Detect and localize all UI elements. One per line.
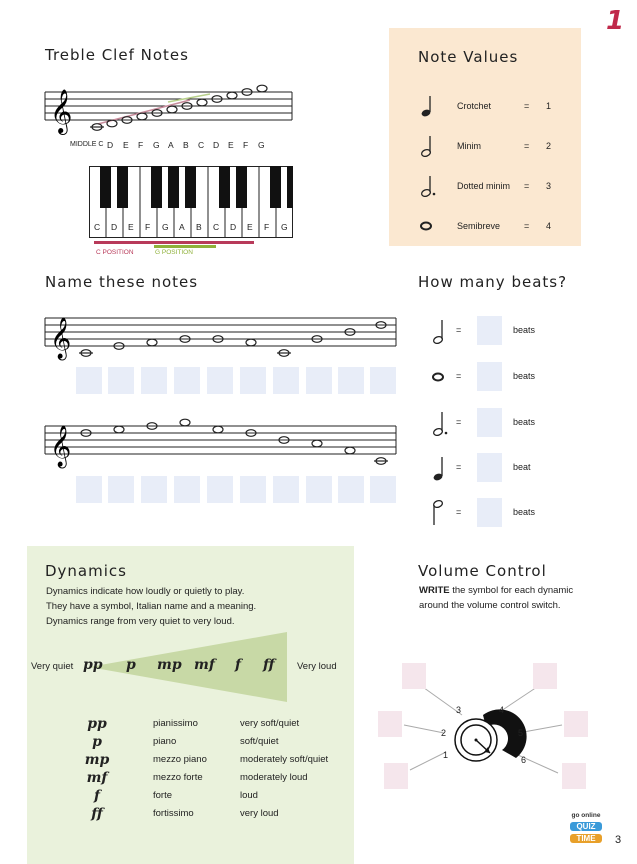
dynamic-symbol: f: [235, 657, 242, 673]
dynamic-answer-box[interactable]: [564, 711, 588, 737]
dynamic-meaning: moderately soft/quiet: [240, 754, 329, 765]
note-value-name: Minim: [457, 141, 481, 151]
volume-instruction-rest: the symbol for each dynamic: [449, 585, 574, 596]
beat-row: [425, 453, 585, 483]
dynamic-meaning: very soft/quiet: [240, 718, 300, 729]
dynamic-symbol: mp: [84, 752, 110, 768]
key-label: A: [179, 222, 185, 232]
volume-title: Volume Control: [418, 562, 547, 580]
dynamic-italian: fortissimo: [153, 808, 194, 819]
note-answer-box[interactable]: [141, 367, 167, 394]
note-values-title: Note Values: [418, 48, 519, 66]
note-answer-box[interactable]: [207, 476, 233, 503]
volume-number: 5: [518, 728, 524, 738]
key-label: C: [94, 222, 101, 232]
note-value-number: 1: [546, 101, 552, 111]
name-notes-staff-1: [40, 308, 400, 368]
key-label: E: [247, 222, 253, 232]
key-label: C: [213, 222, 220, 232]
note-value-row: [389, 94, 581, 118]
minim-icon: [429, 498, 449, 528]
note-label: G: [258, 140, 265, 150]
dynamic-italian: piano: [153, 736, 177, 747]
beat-eq: =: [456, 417, 462, 427]
note-value-eq: =: [524, 101, 530, 111]
beat-label: beats: [513, 325, 536, 335]
note-answer-box[interactable]: [108, 476, 134, 503]
note-value-row: [389, 174, 581, 198]
dynamic-italian: pianissimo: [153, 718, 198, 729]
volume-number: 6: [521, 755, 527, 765]
dotted-minim-icon: [429, 408, 449, 438]
note-value-eq: =: [524, 221, 530, 231]
note-answer-box[interactable]: [76, 367, 102, 394]
beat-eq: =: [456, 325, 462, 335]
dynamics-table-row: [82, 790, 342, 808]
key-label: G: [162, 222, 169, 232]
beat-eq: =: [456, 371, 462, 381]
note-answer-box[interactable]: [174, 367, 200, 394]
c-position-label: C POSITION: [96, 249, 134, 256]
volume-number: 3: [456, 705, 462, 715]
crotchet-icon: [417, 94, 437, 118]
beat-row: [425, 362, 585, 392]
beat-row: [425, 408, 585, 438]
note-value-eq: =: [524, 181, 530, 191]
dynamics-table-row: [82, 772, 342, 790]
dynamics-line: Dynamics range from very quiet to very loud.: [46, 616, 235, 627]
key-label: G: [281, 222, 288, 232]
beat-eq: =: [456, 507, 462, 517]
note-label: B: [183, 140, 189, 150]
note-answer-box[interactable]: [174, 476, 200, 503]
note-answer-box[interactable]: [240, 367, 266, 394]
key-label: F: [264, 222, 270, 232]
dynamic-italian: mezzo piano: [153, 754, 207, 765]
volume-instruction-line2: around the volume control switch.: [419, 600, 561, 611]
dynamics-table-row: [82, 718, 342, 736]
dynamics-line: Dynamics indicate how loudly or quietly to play.: [46, 586, 245, 597]
dynamic-answer-box[interactable]: [378, 711, 402, 737]
dynamic-meaning: moderately loud: [240, 772, 308, 783]
dynamic-answer-box[interactable]: [533, 663, 557, 689]
quiz-logo-line3: TIME: [570, 834, 602, 843]
key-label: D: [111, 222, 118, 232]
note-value-row: [389, 134, 581, 158]
crotchet-icon: [429, 453, 449, 483]
dynamic-symbol: mp: [157, 657, 182, 673]
note-label: F: [243, 140, 249, 150]
beat-row: [425, 498, 585, 528]
dynamic-answer-box[interactable]: [562, 763, 586, 789]
g-position-bar: [154, 245, 216, 248]
quiz-logo-line2: QUIZ: [570, 822, 602, 831]
note-answer-box[interactable]: [338, 476, 364, 503]
piano-keyboard: [89, 166, 293, 238]
dynamics-description: [46, 584, 256, 629]
volume-instruction-line1: [419, 583, 619, 598]
name-notes-staff-2: [40, 416, 400, 472]
dynamic-symbol: ff: [263, 657, 275, 673]
note-label: G: [153, 140, 160, 150]
minim-icon: [429, 316, 449, 346]
note-answer-box[interactable]: [370, 367, 396, 394]
semibreve-icon: [417, 214, 437, 238]
very-loud-label: Very loud: [297, 661, 337, 672]
volume-instruction: [419, 583, 619, 613]
dynamic-symbol: p: [126, 657, 136, 673]
note-label: E: [228, 140, 234, 150]
dynamic-answer-box[interactable]: [402, 663, 426, 689]
note-answer-box[interactable]: [306, 367, 332, 394]
note-value-name: Dotted minim: [457, 181, 511, 191]
note-value-number: 4: [546, 221, 552, 231]
note-value-eq: =: [524, 141, 530, 151]
beat-answer-box[interactable]: [477, 362, 502, 391]
g-position-label: G POSITION: [155, 249, 193, 256]
note-answer-box[interactable]: [108, 367, 134, 394]
dynamic-italian: mezzo forte: [153, 772, 203, 783]
note-label: E: [123, 140, 129, 150]
dynamic-symbol: p: [92, 734, 102, 750]
dynamic-symbol: pp: [83, 657, 103, 673]
dotted-minim-icon: [417, 174, 437, 198]
dynamic-symbol: pp: [87, 716, 107, 732]
key-label: E: [128, 222, 134, 232]
dynamic-symbol: ff: [91, 806, 103, 822]
beat-label: beat: [513, 462, 531, 472]
dynamic-meaning: loud: [240, 790, 258, 801]
dynamic-symbol: f: [93, 788, 101, 804]
dynamic-meaning: very loud: [240, 808, 279, 819]
page-number: 3: [615, 834, 622, 846]
dynamics-table-row: [82, 736, 342, 754]
note-label: A: [168, 140, 174, 150]
note-label: F: [138, 140, 144, 150]
note-answer-box[interactable]: [240, 476, 266, 503]
note-answer-box[interactable]: [273, 476, 299, 503]
note-label: C: [198, 140, 205, 150]
beat-answer-box[interactable]: [477, 316, 502, 345]
note-value-name: Crotchet: [457, 101, 492, 111]
treble-staff: [40, 80, 300, 140]
beat-answer-box[interactable]: [477, 453, 502, 482]
semibreve-icon: [429, 362, 449, 392]
beat-answer-box[interactable]: [477, 498, 502, 527]
note-label: D: [107, 140, 114, 150]
name-notes-title: Name these notes: [45, 273, 199, 291]
dynamics-panel: [27, 546, 354, 864]
c-position-bar: [94, 241, 254, 244]
very-quiet-label: Very quiet: [31, 661, 74, 672]
volume-number: 4: [499, 705, 505, 715]
treble-clef-icon: 𝄞: [50, 318, 72, 359]
dynamics-title: Dynamics: [45, 562, 127, 580]
beat-answer-box[interactable]: [477, 408, 502, 437]
note-value-row: [389, 214, 581, 238]
beat-label: beats: [513, 507, 536, 517]
note-value-number: 2: [546, 141, 552, 151]
beat-label: beats: [513, 371, 536, 381]
beats-title: How many beats?: [418, 273, 568, 291]
key-label: F: [145, 222, 151, 232]
dynamic-meaning: soft/quiet: [240, 736, 279, 747]
note-answer-box[interactable]: [338, 367, 364, 394]
beat-eq: =: [456, 462, 462, 472]
dynamic-symbol: mf: [194, 657, 215, 673]
key-label: D: [230, 222, 237, 232]
note-answer-box[interactable]: [370, 476, 396, 503]
note-value-number: 3: [546, 181, 552, 191]
dynamic-symbol: mf: [86, 770, 108, 786]
note-answer-box[interactable]: [306, 476, 332, 503]
note-answer-box[interactable]: [273, 367, 299, 394]
note-value-name: Semibreve: [457, 221, 501, 231]
note-answer-box[interactable]: [207, 367, 233, 394]
volume-number: 1: [443, 750, 449, 760]
note-label: D: [213, 140, 220, 150]
quiz-time-logo[interactable]: [564, 812, 608, 856]
dynamics-scale: [27, 657, 354, 679]
beat-row: [425, 316, 585, 346]
note-answer-box[interactable]: [141, 476, 167, 503]
treble-clef-icon: 𝄞: [50, 89, 73, 133]
dynamics-table-row: [82, 808, 342, 826]
treble-clef-icon: 𝄞: [50, 426, 72, 467]
chapter-number: 1: [606, 6, 625, 36]
dynamic-answer-box[interactable]: [384, 763, 408, 789]
note-answer-box[interactable]: [76, 476, 102, 503]
volume-instruction-bold: WRITE: [419, 585, 450, 596]
dynamic-italian: forte: [153, 790, 173, 801]
volume-number: 2: [441, 728, 447, 738]
dynamics-line: They have a symbol, Italian name and a meaning.: [46, 601, 257, 612]
note-values-panel: [389, 28, 581, 246]
minim-icon: [417, 134, 437, 158]
key-label: B: [196, 222, 202, 232]
dynamics-table-row: [82, 754, 342, 772]
treble-note-labels: [70, 140, 270, 152]
quiz-logo-line1: go online: [571, 812, 601, 819]
treble-title: Treble Clef Notes: [45, 46, 189, 64]
beat-label: beats: [513, 417, 536, 427]
note-label: MIDDLE C: [70, 141, 104, 148]
